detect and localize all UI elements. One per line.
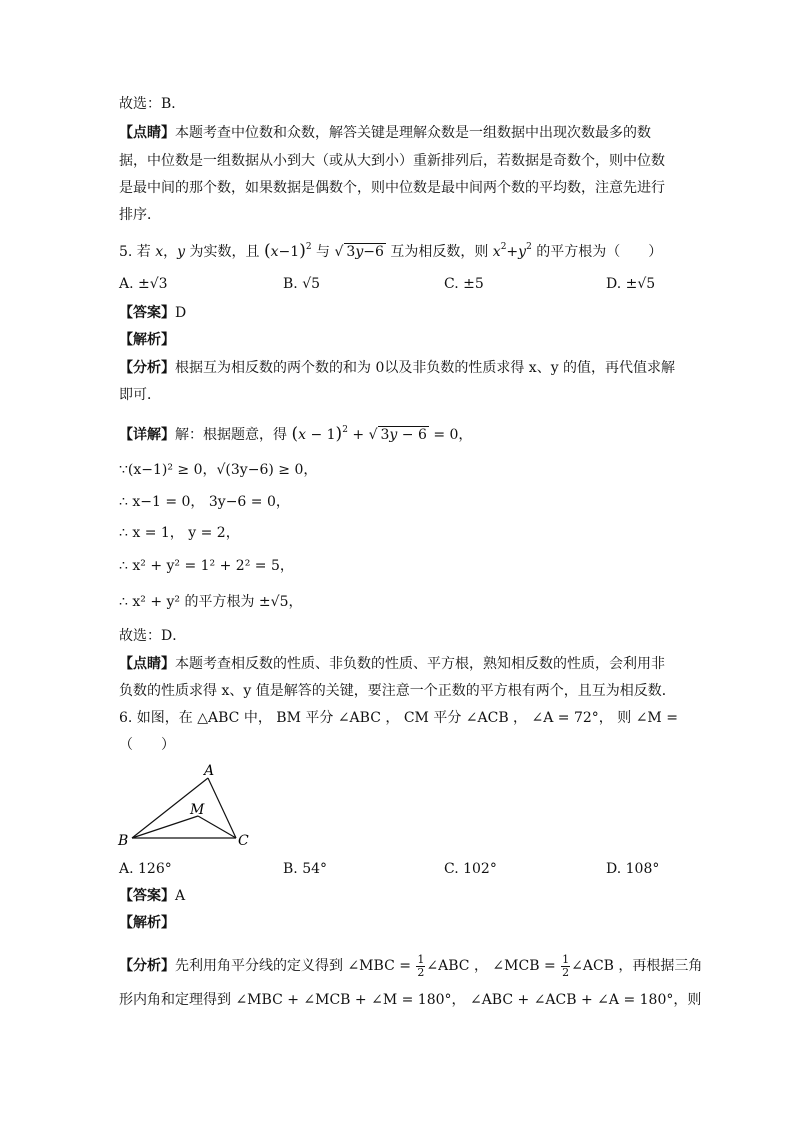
triangle-figure	[112, 760, 272, 855]
q5-stem-part: 5. 若	[119, 244, 151, 260]
answer-tag: 【答案】	[119, 888, 175, 904]
dianjing-text: 本题考查中位数和众数，解答关键是理解众数是一组数据中出现次数最多的数	[175, 125, 651, 141]
dianjing-tag: 【点睛】	[119, 125, 175, 141]
q5-option-b: B. √5	[283, 276, 321, 292]
q5-stem-part: 与	[316, 244, 331, 260]
fraction-half: $\frac{1}{2}$	[417, 952, 425, 979]
q5-fenxi-2: 即可．	[119, 387, 161, 403]
dianjing-paragraph-line-4: 排序．	[119, 207, 161, 223]
fenxi-text: ∠ACB ，再根据三角	[571, 958, 703, 974]
fraction-half: $\frac{1}{2}$	[562, 952, 570, 979]
dianjing-text: 本题考查相反数的性质、非负数的性质、平方根，熟知相反数的性质，会利用非	[175, 656, 665, 672]
q6-option-c: C. 102°	[444, 861, 497, 877]
answer-value: D	[175, 305, 187, 321]
q5-conclusion: 故选：D．	[119, 628, 187, 644]
q6-option-a: A. 126°	[119, 861, 172, 877]
q6-option-b: B. 54°	[283, 861, 328, 877]
q5-option-c: C. ±5	[444, 276, 484, 292]
q6-paren: （ ）	[119, 737, 175, 753]
vertex-a-label: A	[204, 763, 215, 779]
q5-stem-part: 的平方根为（ ）	[536, 244, 663, 260]
q6-answer	[119, 886, 185, 906]
q6-option-d: D. 108°	[606, 861, 660, 877]
q5-stem-part: 为实数，且	[189, 244, 260, 260]
side-ac	[208, 778, 236, 838]
fenxi-tag: 【分析】	[119, 360, 175, 376]
fenxi-text: 根据互为相反数的两个数的和为 0以及非负数的性质求得 x、y 的值，再代值求解	[175, 360, 676, 376]
q6-fenxi	[119, 952, 702, 980]
q6-stem: 6. 如图，在 △ABC 中， BM 平分 ∠ABC ， CM 平分 ∠ACB ， ∠A = 72°， 则 ∠M =	[119, 710, 678, 726]
q6-analysis-title: 【解析】	[119, 915, 175, 931]
q5-analysis-title: 【解析】	[119, 332, 175, 348]
q5-stem: 5. 若 x，y 为实数，且 $(x-1)^2$ 与 √ 3y−6 互为相反数，则 $x^2+y^2$ 的平方根为（ ）	[119, 241, 663, 261]
segment-bm	[132, 816, 198, 838]
q5-xiangjie: 【详解】解：根据题意，得 $(x - 1)^2$ + √ 3y − 6 = 0，	[119, 424, 473, 444]
q5-step-3: ∴ x = 1， y = 2，	[119, 525, 240, 541]
conclusion-line: 故选：B．	[119, 96, 186, 112]
q6-fenxi-2: 形内角和定理得到 ∠MBC + ∠MCB + ∠M = 180°， ∠ABC + ∠ACB + ∠A = 180°，则	[119, 992, 702, 1008]
answer-value: A	[175, 888, 186, 904]
point-m-label: M	[190, 802, 205, 818]
q5-answer	[119, 303, 186, 323]
fenxi-text: ∠ABC ， ∠MCB =	[426, 958, 556, 974]
fenxi-tag: 【分析】	[119, 958, 175, 974]
vertex-b-label: B	[118, 833, 129, 849]
dianjing-paragraph-line-3: 是最中间的那个数，如果数据是偶数个，则中位数是最中间两个数的平均数，注意先进行	[119, 180, 665, 196]
q5-dianjing	[119, 654, 665, 674]
answer-tag: 【答案】	[119, 305, 175, 321]
q5-fenxi	[119, 358, 675, 378]
q5-step-1: ∵(x−1)² ≥ 0，√(3y−6) ≥ 0，	[119, 462, 318, 478]
xiangjie-text: 解：根据题意，得	[175, 427, 287, 443]
vertex-c-label: C	[238, 833, 249, 849]
q5-option-d: D. ±√5	[606, 276, 656, 292]
fenxi-text: 先利用角平分线的定义得到 ∠MBC =	[175, 958, 411, 974]
xiangjie-tag: 【详解】	[119, 427, 175, 443]
q5-step-2: ∴ x−1 = 0， 3y−6 = 0，	[119, 494, 290, 510]
q5-step-4: ∴ x² + y² = 1² + 2² = 5，	[119, 558, 294, 574]
dianjing-paragraph-line-1	[119, 123, 651, 143]
q5-step-5: ∴ x² + y² 的平方根为 ±√5，	[119, 594, 303, 610]
dianjing-paragraph-line-2: 据，中位数是一组数据从小到大（或从大到小）重新排列后，若数据是奇数个，则中位数	[119, 153, 665, 169]
q5-option-a: A. ±√3	[119, 276, 168, 292]
dianjing-tag: 【点睛】	[119, 656, 175, 672]
q5-dianjing-2: 负数的性质求得 x、y 值是解答的关键，要注意一个正数的平方根有两个，且互为相反数．	[119, 683, 676, 699]
q5-stem-part: 互为相反数，则	[390, 244, 489, 260]
